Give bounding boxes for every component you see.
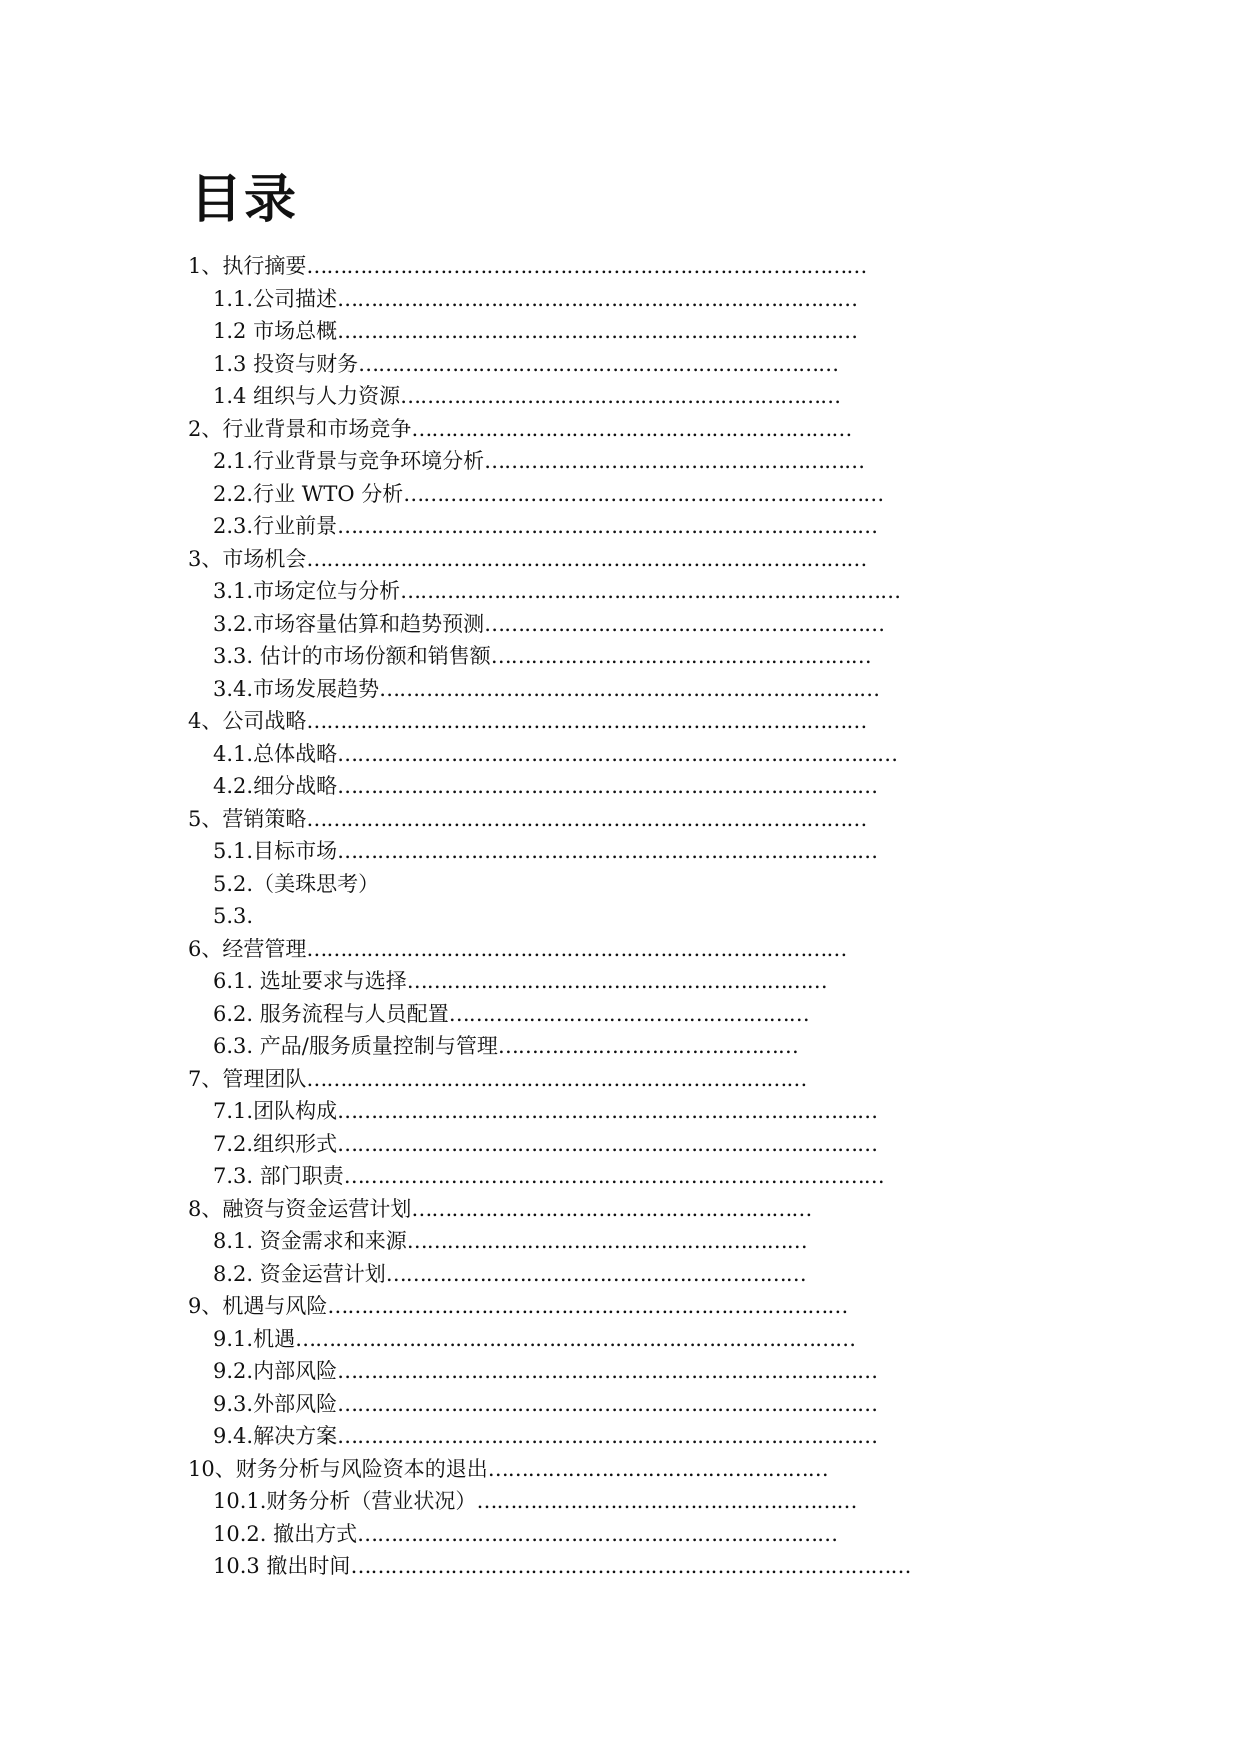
toc-section-entry[interactable] bbox=[213, 868, 379, 900]
toc-entry-label: 2.2.行业 WTO 分析 bbox=[213, 481, 404, 506]
toc-entry-label: 3.2.市场容量估算和趋势预测 bbox=[213, 611, 485, 636]
toc-section-entry[interactable] bbox=[213, 315, 857, 347]
toc-entry-label: 3、市场机会 bbox=[188, 546, 307, 571]
toc-section-entry[interactable] bbox=[213, 380, 840, 412]
toc-leader-dots: …………………………………………… bbox=[487, 1456, 828, 1481]
toc-section-entry[interactable] bbox=[213, 478, 883, 510]
toc-section-entry[interactable] bbox=[213, 835, 877, 867]
toc-section-entry[interactable] bbox=[213, 445, 864, 477]
toc-section-entry[interactable] bbox=[213, 1550, 910, 1582]
toc-leader-dots: …………………………………………………… bbox=[484, 611, 885, 636]
toc-leader-dots: …………………………………………………………………… bbox=[337, 286, 858, 311]
toc-entry-label: 7、管理团队 bbox=[188, 1066, 307, 1091]
toc-leader-dots: ………………………………………………………………………… bbox=[306, 806, 867, 831]
toc-entry-label: 1.1.公司描述 bbox=[213, 286, 338, 311]
toc-section-entry[interactable] bbox=[213, 900, 253, 932]
toc-entry-label: 5.2.（美珠思考） bbox=[213, 871, 380, 896]
toc-section-entry[interactable] bbox=[213, 1095, 877, 1127]
toc-entry-label: 1.4 组织与人力资源 bbox=[213, 384, 401, 408]
toc-leader-dots: ………………………………………………………………… bbox=[379, 676, 880, 701]
toc-section-entry[interactable] bbox=[213, 1355, 877, 1387]
toc-section-entry[interactable] bbox=[213, 1518, 837, 1550]
toc-section-entry[interactable] bbox=[213, 998, 809, 1030]
toc-chapter-entry[interactable] bbox=[188, 1290, 847, 1322]
toc-section-entry[interactable] bbox=[213, 1420, 877, 1452]
toc-entry-label: 1.3 投资与财务 bbox=[213, 351, 359, 376]
toc-leader-dots: ………………………………………………………… bbox=[411, 416, 852, 441]
toc-entry-label: 4、公司战略 bbox=[188, 709, 307, 733]
toc-section-entry[interactable] bbox=[213, 738, 897, 770]
toc-leader-dots: ……………………………………………………………………… bbox=[337, 774, 878, 798]
toc-section-entry[interactable] bbox=[213, 1388, 877, 1420]
toc-entry-label: 6.3. 产品/服务质量控制与管理 bbox=[213, 1034, 498, 1058]
toc-chapter-entry[interactable] bbox=[188, 803, 866, 835]
toc-leader-dots: ……………………………………………………………………… bbox=[337, 1424, 878, 1448]
toc-entry-label: 10.3 撤出时间 bbox=[213, 1554, 351, 1578]
toc-section-entry[interactable] bbox=[213, 283, 857, 315]
toc-entry-label: 4.2.细分战略 bbox=[213, 774, 338, 798]
toc-entry-label: 7.3. 部门职责 bbox=[213, 1164, 344, 1188]
toc-section-entry[interactable] bbox=[213, 575, 900, 607]
toc-entry-label: 9.3.外部风险 bbox=[213, 1391, 338, 1416]
toc-leader-dots: ………………………………………………………………… bbox=[400, 579, 901, 603]
toc-entry-label: 1.2 市场总概 bbox=[213, 319, 338, 343]
toc-leader-dots: …………………………………………………………………… bbox=[327, 1294, 848, 1318]
toc-leader-dots: ……………………………………………………………… bbox=[403, 481, 884, 506]
toc-chapter-entry[interactable] bbox=[188, 543, 866, 575]
toc-section-entry[interactable] bbox=[213, 510, 877, 542]
toc-leader-dots: ………………………………………………………………………… bbox=[306, 546, 867, 571]
toc-leader-dots: ……………………………………………………… bbox=[406, 969, 827, 993]
toc-entry-label: 8.2. 资金运营计划 bbox=[213, 1261, 386, 1286]
toc-entry-label: 9.2.内部风险 bbox=[213, 1359, 338, 1383]
toc-entry-label: 9.1.机遇 bbox=[213, 1326, 296, 1351]
toc-section-entry[interactable] bbox=[213, 1323, 855, 1355]
toc-section-entry[interactable] bbox=[213, 1485, 856, 1517]
toc-entry-label: 5.1.目标市场 bbox=[213, 839, 338, 863]
toc-entry-label: 2、行业背景和市场竞争 bbox=[188, 416, 412, 441]
toc-chapter-entry[interactable] bbox=[188, 1063, 806, 1095]
toc-chapter-entry[interactable] bbox=[188, 933, 846, 965]
toc-leader-dots: ……………………………………………………………………… bbox=[337, 1391, 878, 1416]
toc-leader-dots: ……………………………………………………………… bbox=[357, 1521, 838, 1546]
toc-leader-dots: ………………………………………………………………………… bbox=[295, 1326, 856, 1351]
toc-entry-label: 5.3. bbox=[213, 904, 254, 928]
toc-leader-dots: ……………………………………………………………………… bbox=[306, 936, 847, 961]
toc-leader-dots: ………………………………………………………………………… bbox=[306, 709, 867, 733]
toc-entry-label: 3.1.市场定位与分析 bbox=[213, 579, 401, 603]
toc-section-entry[interactable] bbox=[213, 1225, 807, 1257]
toc-section-entry[interactable] bbox=[213, 770, 877, 802]
toc-leader-dots: ……………………………………………………………………… bbox=[337, 1131, 878, 1156]
toc-leader-dots: ……………………………………………………………… bbox=[358, 351, 839, 376]
toc-section-entry[interactable] bbox=[213, 1128, 877, 1160]
toc-entry-label: 3.4.市场发展趋势 bbox=[213, 676, 380, 701]
toc-entry-label: 7.2.组织形式 bbox=[213, 1131, 338, 1156]
toc-leader-dots: …………………………………………………… bbox=[406, 1229, 807, 1253]
toc-section-entry[interactable] bbox=[213, 348, 838, 380]
toc-entry-label: 5、营销策略 bbox=[188, 806, 307, 831]
toc-leader-dots: ……………………………………………… bbox=[448, 1001, 809, 1026]
toc-entry-label: 2.3.行业前景 bbox=[213, 514, 338, 538]
toc-entry-label: 7.1.团队构成 bbox=[213, 1099, 338, 1123]
toc-leader-dots: ……………………………………… bbox=[497, 1034, 798, 1058]
toc-section-entry[interactable] bbox=[213, 965, 827, 997]
toc-section-entry[interactable] bbox=[213, 673, 879, 705]
toc-entry-label: 3.3. 估计的市场份额和销售额 bbox=[213, 644, 491, 668]
toc-entry-label: 10.1.财务分析（营业状况） bbox=[213, 1489, 477, 1513]
toc-section-entry[interactable] bbox=[213, 640, 871, 672]
toc-entry-label: 8.1. 资金需求和来源 bbox=[213, 1229, 407, 1253]
toc-leader-dots: ………………………………………………… bbox=[484, 449, 865, 473]
toc-section-entry[interactable] bbox=[213, 1160, 884, 1192]
toc-leader-dots: ……………………………………………………… bbox=[385, 1261, 806, 1286]
toc-leader-dots: ………………………………………………………… bbox=[400, 384, 841, 408]
toc-title: 目录 bbox=[190, 170, 299, 230]
toc-entry-label: 6.1. 选址要求与选择 bbox=[213, 969, 407, 993]
toc-entry-label: 2.1.行业背景与竞争环境分析 bbox=[213, 449, 485, 473]
toc-leader-dots: …………………………………………………… bbox=[411, 1196, 812, 1221]
toc-leader-dots: ………………………………………………………………… bbox=[306, 1066, 807, 1091]
toc-leader-dots: ……………………………………………………………………… bbox=[337, 514, 878, 538]
toc-leader-dots: ………………………………………………………………………… bbox=[306, 254, 867, 278]
toc-chapter-entry[interactable] bbox=[188, 705, 866, 737]
toc-leader-dots: ………………………………………………………………………… bbox=[337, 741, 898, 766]
toc-entry-label: 6.2. 服务流程与人员配置 bbox=[213, 1001, 449, 1026]
toc-chapter-entry[interactable] bbox=[188, 250, 866, 282]
toc-leader-dots: ……………………………………………………………………… bbox=[337, 1099, 878, 1123]
toc-leader-dots: ……………………………………………………………………… bbox=[337, 839, 878, 863]
toc-leader-dots: ………………………………………………… bbox=[490, 644, 871, 668]
toc-leader-dots: ……………………………………………………………………… bbox=[343, 1164, 884, 1188]
toc-section-entry[interactable] bbox=[213, 1258, 806, 1290]
toc-entry-label: 9.4.解决方案 bbox=[213, 1424, 338, 1448]
toc-leader-dots: ………………………………………………… bbox=[476, 1489, 857, 1513]
toc-entry-label: 6、经营管理 bbox=[188, 936, 307, 961]
toc-section-entry[interactable] bbox=[213, 1030, 798, 1062]
toc-entry-label: 10.2. 撤出方式 bbox=[213, 1521, 358, 1546]
toc-chapter-entry[interactable] bbox=[188, 1193, 811, 1225]
toc-leader-dots: ………………………………………………………………………… bbox=[350, 1554, 911, 1578]
toc-entry-label: 8、融资与资金运营计划 bbox=[188, 1196, 412, 1221]
toc-chapter-entry[interactable] bbox=[188, 413, 851, 445]
toc-entry-label: 9、机遇与风险 bbox=[188, 1294, 328, 1318]
toc-section-entry[interactable] bbox=[213, 608, 884, 640]
toc-leader-dots: ……………………………………………………………………… bbox=[337, 1359, 878, 1383]
toc-leader-dots: …………………………………………………………………… bbox=[337, 319, 858, 343]
toc-entry-label: 10、财务分析与风险资本的退出 bbox=[188, 1456, 488, 1481]
toc-entry-label: 1、执行摘要 bbox=[188, 254, 307, 278]
toc-entry-label: 4.1.总体战略 bbox=[213, 741, 338, 766]
toc-chapter-entry[interactable] bbox=[188, 1453, 828, 1485]
